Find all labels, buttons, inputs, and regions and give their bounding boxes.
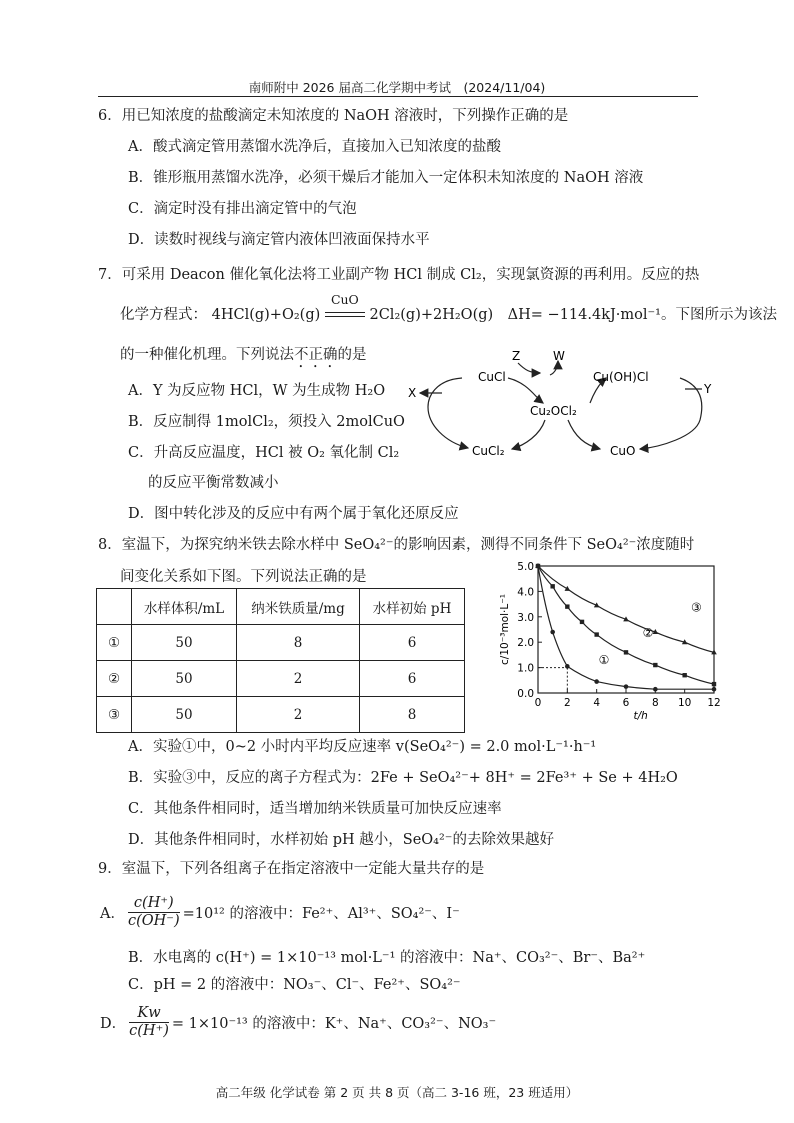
y-tick-label: 4.0 xyxy=(517,586,534,599)
q9-option-b: B．水电离的 c(H⁺) = 1×10⁻¹³ mol·L⁻¹ 的溶液中：Na⁺、CO₃²⁻、Br⁻、Ba²⁺ xyxy=(128,950,646,966)
series-2-point xyxy=(624,650,628,654)
series-line-3 xyxy=(538,566,714,652)
q7-option-c-line1: C．升高反应温度，HCl 被 O₂ 氧化制 Cl₂ xyxy=(128,445,400,461)
series-1-point xyxy=(565,664,570,669)
q9-d-label: D． xyxy=(100,1016,127,1032)
series-2-point xyxy=(594,632,598,636)
y-tick-label: 2.0 xyxy=(517,637,534,650)
q6-option-b: B．锥形瓶用蒸馏水洗净，必须干燥后才能加入一定体积未知浓度的 NaOH 溶液 xyxy=(128,170,644,186)
q9-option-d xyxy=(100,1005,496,1040)
table-row xyxy=(97,697,465,733)
q9-option-c: C．pH = 2 的溶液中：NO₃⁻、Cl⁻、Fe²⁺、SO₄²⁻ xyxy=(128,977,461,993)
q8-option-b: B．实验③中，反应的离子方程式为：2Fe + SeO₄²⁻+ 8H⁺ = 2Fe³⁺ + Se + 4H₂O xyxy=(128,770,678,786)
q7-option-d: D．图中转化涉及的反应中有两个属于氧化还原反应 xyxy=(128,506,459,522)
q8-stem: 8．室温下，为探究纳米铁去除水样中 SeO₄²⁻的影响因素，测得不同条件下 SeO₄²⁻浓度随时 xyxy=(98,537,695,553)
q7-eq-prefix: 化学方程式： xyxy=(120,307,207,323)
q8-line2: 间变化关系如下图。下列说法正确的是 xyxy=(120,569,367,585)
y-tick-label: 5.0 xyxy=(517,561,534,573)
x-tick-label: 10 xyxy=(677,697,692,709)
series-2-point xyxy=(580,620,584,624)
diagram-cucl: CuCl xyxy=(478,370,506,384)
diagram-w: W xyxy=(553,349,565,363)
table-cell: 6 xyxy=(360,661,465,697)
q7-option-a: A．Y 为反应物 HCl，W 为生成物 H₂O xyxy=(128,383,386,399)
diagram-cu2ocl2: Cu₂OCl₂ xyxy=(530,404,577,418)
q9-a-numerator: c(H⁺) xyxy=(128,895,180,913)
q8-option-a: A．实验①中，0~2 小时内平均反应速率 v(SeO₄²⁻) = 2.0 mol·L⁻¹·h⁻¹ xyxy=(128,739,597,755)
q9-a-denominator: c(OH⁻) xyxy=(127,913,180,929)
x-tick-label: 12 xyxy=(707,697,721,709)
series-2-point xyxy=(712,682,716,686)
page-header: 南师附中 2026 届高二化学期中考试 (2024/11/04) xyxy=(248,80,546,95)
q7-line3-c: 的是 xyxy=(337,347,367,363)
q6-stem: 6．用已知浓度的盐酸滴定未知浓度的 NaOH 溶液时，下列操作正确的是 xyxy=(98,108,569,124)
series-line-1 xyxy=(538,566,714,689)
q7-option-c-line2: 的反应平衡常数减小 xyxy=(148,475,279,491)
table-header-row xyxy=(97,589,465,625)
x-axis-label: t/h xyxy=(633,710,648,722)
q6-option-c: C．滴定时没有排出滴定管中的气泡 xyxy=(128,201,357,217)
table-cell: ③ xyxy=(97,697,132,733)
q7-catalyst: CuO xyxy=(330,292,359,307)
diagram-y: Y xyxy=(704,382,712,396)
series-1-point xyxy=(712,687,717,692)
catalysis-mechanism-diagram xyxy=(400,345,720,465)
series-1-point xyxy=(550,630,555,635)
q7-catalyst-arrow xyxy=(325,292,365,322)
table-header-cell: 水样体积/mL xyxy=(132,589,237,625)
q8-option-c: C．其他条件相同时，适当增加纳米铁质量可加快反应速率 xyxy=(128,801,502,817)
q9-stem: 9．室温下，下列各组离子在指定溶液中一定能大量共存的是 xyxy=(98,861,485,877)
q9-d-rest: = 1×10⁻¹³ 的溶液中：K⁺、Na⁺、CO₃²⁻、NO₃⁻ xyxy=(171,1016,497,1032)
q6-option-d: D．读数时视线与滴定管内液体凹液面保持水平 xyxy=(128,232,430,248)
table-header-cell: 水样初始 pH xyxy=(360,589,465,625)
table-cell: ① xyxy=(97,625,132,661)
series-1-point xyxy=(594,679,599,684)
page-footer: 高二年级 化学试卷 第 2 页 共 8 页（高二 3-16 班，23 班适用） xyxy=(215,1085,579,1100)
y-tick-label: 3.0 xyxy=(517,611,534,624)
q7-equation xyxy=(120,292,777,324)
table-cell: 50 xyxy=(132,697,237,733)
diagram-cuo: CuO xyxy=(610,444,636,458)
x-tick-label: 4 xyxy=(593,697,601,709)
diagram-z: Z xyxy=(512,349,521,363)
x-tick-label: 2 xyxy=(563,697,571,709)
q9-a-rest: =10¹² 的溶液中：Fe²⁺、Al³⁺、SO₄²⁻、I⁻ xyxy=(182,906,460,922)
x-tick-label: 0 xyxy=(534,697,542,709)
q7-emphasis-incorrect: 不正确 xyxy=(294,347,338,363)
series-2-point xyxy=(653,663,657,667)
series-label-2: ② xyxy=(642,626,654,641)
q7-stem: 7．可采用 Deacon 催化氧化法将工业副产物 HCl 制成 Cl₂，实现氯资源的再利用。反应的热 xyxy=(98,267,700,283)
q9-d-numerator: Kw xyxy=(129,1005,169,1023)
table-row xyxy=(97,625,465,661)
table-cell: 2 xyxy=(237,661,360,697)
series-label-1: ① xyxy=(598,652,610,667)
plot-frame xyxy=(538,566,714,693)
q9-option-a xyxy=(100,895,460,930)
concentration-time-chart xyxy=(492,556,732,726)
table-cell: ② xyxy=(97,661,132,697)
diagram-cucl2: CuCl₂ xyxy=(472,444,505,458)
table-cell: 6 xyxy=(360,625,465,661)
q7-eq-right: 2Cl₂(g)+2H₂O(g) ΔH= −114.4kJ·mol⁻¹。下图所示为该法 xyxy=(369,307,777,323)
series-2-point xyxy=(565,604,569,608)
y-axis-label: c/10⁻³mol·L⁻¹ xyxy=(499,594,511,665)
header-rule xyxy=(98,96,698,97)
table-cell: 8 xyxy=(237,625,360,661)
diagram-cuohcl: Cu(OH)Cl xyxy=(593,370,649,384)
x-tick-label: 6 xyxy=(622,697,630,709)
q7-line3 xyxy=(120,343,367,371)
q7-eq-left: 4HCl(g)+O₂(g) xyxy=(211,307,321,323)
q8-conditions-table xyxy=(96,588,465,733)
q7-line3-a: 的一种催化机理。下列说法 xyxy=(120,347,294,363)
table-cell: 8 xyxy=(360,697,465,733)
y-tick-label: 1.0 xyxy=(517,662,534,675)
series-line-2 xyxy=(538,566,714,684)
q9-a-fraction xyxy=(128,895,180,930)
diagram-x: X xyxy=(408,386,417,400)
q8-option-d: D．其他条件相同时，水样初始 pH 越小，SeO₄²⁻的去除效果越好 xyxy=(128,832,554,848)
y-tick-label: 0.0 xyxy=(517,688,534,700)
table-cell: 50 xyxy=(132,661,237,697)
table-cell: 50 xyxy=(132,625,237,661)
table-cell: 2 xyxy=(237,697,360,733)
series-2-point xyxy=(550,584,554,588)
table-header-cell: 纳米铁质量/mg xyxy=(237,589,360,625)
q9-d-denominator: c(H⁺) xyxy=(129,1023,169,1039)
series-1-point xyxy=(624,684,629,689)
q6-option-a: A．酸式滴定管用蒸馏水洗净后，直接加入已知浓度的盐酸 xyxy=(128,139,501,155)
series-label-3: ③ xyxy=(691,600,702,615)
table-row xyxy=(97,661,465,697)
q9-d-fraction xyxy=(129,1005,169,1040)
series-2-point xyxy=(682,673,686,677)
x-tick-label: 8 xyxy=(651,697,659,709)
q7-option-b: B．反应制得 1molCl₂，须投入 2molCuO xyxy=(128,414,405,430)
series-1-point xyxy=(653,687,658,692)
q9-a-label: A． xyxy=(100,906,125,922)
table-header-cell xyxy=(97,589,132,625)
